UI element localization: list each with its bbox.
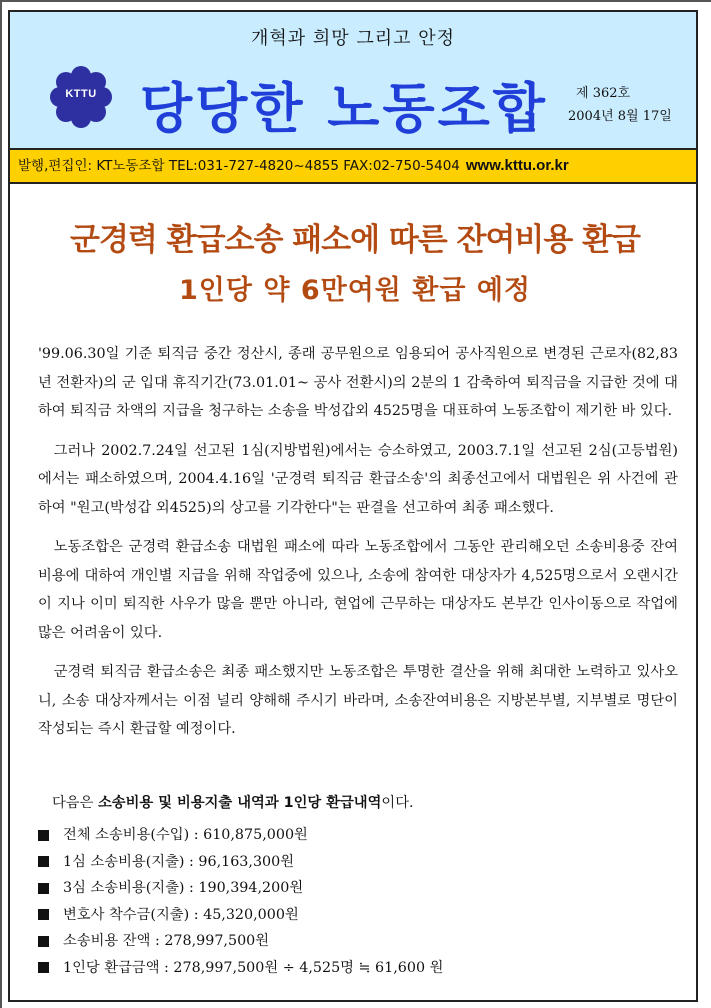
article-body xyxy=(38,340,678,755)
summary-intro xyxy=(52,792,414,812)
summary-suffix: 이다. xyxy=(381,795,414,811)
list-item xyxy=(38,955,678,982)
summary-prefix: 다음은 xyxy=(52,795,98,811)
paragraph-4: 군경력 퇴직금 환급소송은 최종 패소했지만 노동조합은 투명한 결산을 위해 최대한 노력하고 있사오니, 소송 대상자께서는 이점 널리 양해해 주시기 바라며, 소송잔여비용은 지방본부별, 지부별로 명단이 작성되는 즉시 환급할 예정이다. xyxy=(38,664,678,737)
list-item xyxy=(38,928,678,955)
issue-date: 2004년 8월 17일 xyxy=(568,109,672,124)
publisher-info: 발행,편집인: KT노동조합 TEL:031-727-4820~4855 FAX:02-750-5404 xyxy=(18,158,460,174)
list-item xyxy=(38,875,678,902)
list-item-text: 변호사 착수금(지출) : 45,320,000원 xyxy=(63,906,299,923)
square-bullet-icon xyxy=(38,830,49,841)
newspaper-title: 당당한 노동조합 xyxy=(140,77,548,140)
square-bullet-icon xyxy=(38,936,49,947)
list-item-text: 1심 소송비용(지출) : 96,163,300원 xyxy=(63,853,295,870)
square-bullet-icon xyxy=(38,962,49,973)
list-item-text: 3심 소송비용(지출) : 190,394,200원 xyxy=(63,880,304,896)
cost-list xyxy=(38,822,678,981)
website-link[interactable]: www.kttu.or.kr xyxy=(465,157,569,174)
list-item-text: 1인당 환급금액 : 278,997,500원 ÷ 4,525명 ≒ 61,600 원 xyxy=(63,959,444,976)
list-item-text: 소송비용 잔액 : 278,997,500원 xyxy=(63,933,270,949)
list-item xyxy=(38,849,678,876)
list-item xyxy=(38,902,678,929)
square-bullet-icon xyxy=(38,883,49,894)
issue-number: 제 362호 xyxy=(576,86,631,101)
paragraph-1: '99.06.30일 기준 퇴직금 중간 정산시, 종래 공무원으로 임용되어 공사직원으로 변경된 근로자(82,83년 전환자)의 군 입대 휴직기간(73.01.01~ 공사 전환시)의 2분의 1 감축하여 퇴직금을 지급한 것에 대하여 퇴직금 차액의 지급을 청구하는 소송을 박성갑외 4525명을 대표하여 노동조합이 제기한 바 있다. xyxy=(38,346,678,419)
list-item-text: 전체 소송비용(수입) : 610,875,000원 xyxy=(63,827,308,843)
summary-bold: 소송비용 및 비용지출 내역과 1인당 환급내역 xyxy=(97,795,382,811)
subheadline: 1인당 약 6만여원 환급 예정 xyxy=(179,275,531,306)
paragraph-3: 노동조합은 군경력 환급소송 대법원 패소에 따라 노동조합에서 그동안 관리해오던 소송비용중 잔여비용에 대하여 개인별 지급을 위해 작업중에 있으나, 소송에 참여한 대상자가 4,525명으로서 오랜시간이 지나 이미 퇴직한 사우가 많을 뿐만 아니라, 현업에 근무하는 대상자도 본부간 인사이동으로 작업에 많은 어려움이 있다. xyxy=(38,539,678,641)
paragraph-2: 그러나 2002.7.24일 선고된 1심(지방법원)에서는 승소하였고, 2003.7.1일 선고된 2심(고등법원)에서는 패소하였으며, 2004.4.16일 '군경력 퇴직금 환급소송'의 최종선고에서 대법원은 위 사건에 관하여 "원고(박성갑 외4525)의 상고를 기각한다"는 판결을 선고하여 최종 패소했다. xyxy=(38,442,678,516)
publisher-bar xyxy=(8,150,698,184)
headline: 군경력 환급소송 패소에 따른 잔여비용 환급 xyxy=(70,222,640,258)
square-bullet-icon xyxy=(38,909,49,920)
kttu-logo-icon xyxy=(48,64,114,130)
list-item xyxy=(38,822,678,849)
slogan: 개혁과 희망 그리고 안정 xyxy=(250,28,456,49)
logo-text: KTTU xyxy=(65,88,97,100)
square-bullet-icon xyxy=(38,856,49,867)
